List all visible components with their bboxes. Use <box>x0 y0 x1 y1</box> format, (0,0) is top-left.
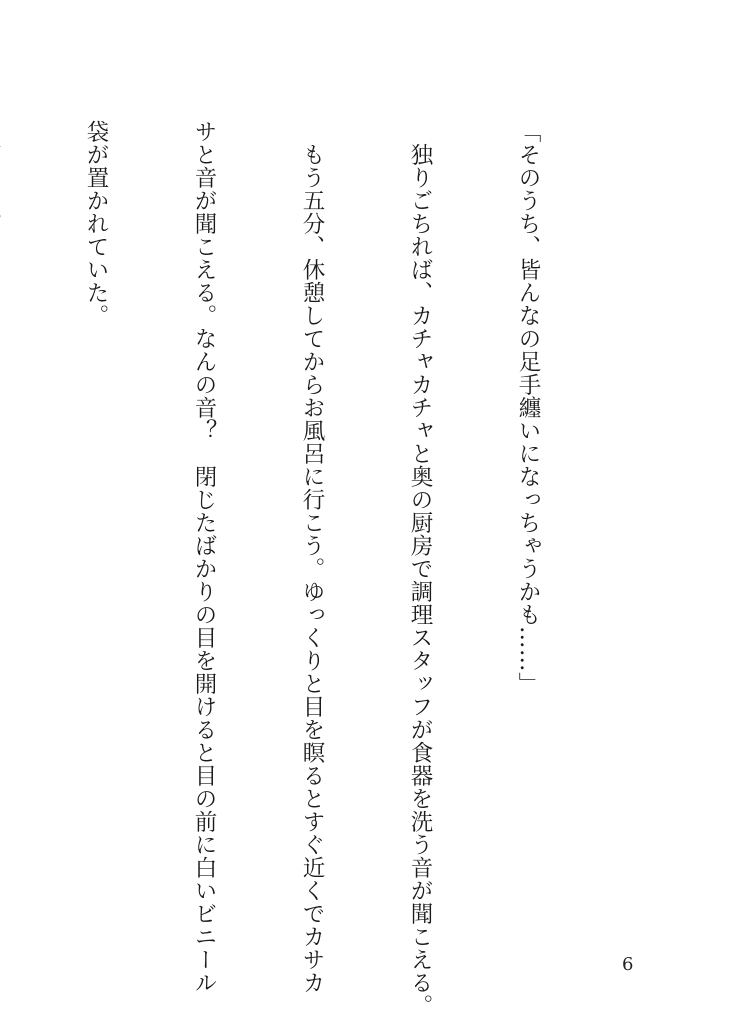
body-text <box>0 120 618 1017</box>
page-number: 6 <box>622 954 634 975</box>
text-line: 「そのうち、皆んなの足手纏いになっちゃうかも……」 <box>515 120 541 695</box>
text-line: 独りごちれば、カチャカチャと奥の厨房で調理スタッフが食器を洗う音が聞こえる。 <box>407 120 433 1017</box>
text-line <box>0 120 6 940</box>
text-line: 袋が置かれていた。 <box>83 120 109 327</box>
text-line: サと音が聞こえる。なんの音？ 閉じたばかりの目を開けると目の前に白いビニール <box>191 120 217 994</box>
text-line: もう五分、休憩してからお風呂に行こう。ゆっくりと目を瞑るとすぐ近くでカサカ <box>299 120 325 994</box>
